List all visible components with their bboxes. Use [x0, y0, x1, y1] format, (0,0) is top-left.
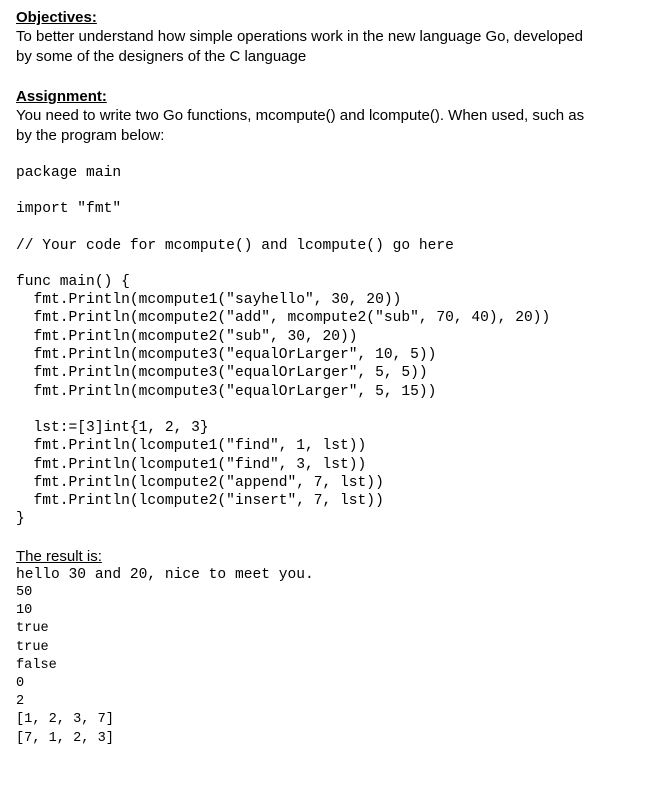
- result-line: 50: [16, 585, 33, 601]
- result-first-line: hello 30 and 20, nice to meet you.: [16, 566, 314, 583]
- result-line: 2: [16, 694, 25, 710]
- result-heading: The result is:: [16, 547, 102, 565]
- code-line: fmt.Println(mcompute3("equalOrLarger", 5, 15)): [16, 383, 437, 400]
- result-line: true: [16, 621, 49, 637]
- result-line: 10: [16, 603, 33, 619]
- result-line: [7, 1, 2, 3]: [16, 730, 114, 746]
- assignment-text: [16, 106, 666, 146]
- code-main-block-1: [16, 273, 666, 401]
- result-output: [16, 566, 666, 748]
- code-comment-line: // Your code for mcompute() and lcompute() go here: [16, 237, 454, 254]
- result-line: true: [16, 639, 49, 655]
- code-listing: [16, 164, 666, 529]
- code-line: fmt.Println(lcompute1("find", 3, lst)): [16, 456, 367, 473]
- code-main-block-2: [16, 419, 666, 529]
- code-import-line: import "fmt": [16, 201, 122, 218]
- result-line: false: [16, 657, 57, 673]
- code-line: fmt.Println(mcompute2("add", mcompute2("sub", 70, 40), 20)): [16, 310, 551, 327]
- objectives-text: [16, 27, 666, 67]
- assignment-heading: Assignment:: [16, 88, 107, 105]
- code-line: fmt.Println(lcompute1("find", 1, lst)): [16, 438, 367, 455]
- code-line: func main() {: [16, 273, 130, 290]
- code-package-line: package main: [16, 165, 122, 181]
- result-line: 0: [16, 676, 25, 692]
- code-line: lst:=[3]int{1, 2, 3}: [16, 419, 209, 436]
- assignment-line: You need to write two Go functions, mcompute() and lcompute(). When used, such as: [16, 107, 585, 124]
- objectives-line: by some of the designers of the C language: [16, 48, 307, 65]
- code-line: fmt.Println(mcompute3("equalOrLarger", 10, 5)): [16, 347, 437, 364]
- document-page: [16, 8, 666, 748]
- code-line: fmt.Println(mcompute1("sayhello", 30, 20)): [16, 292, 402, 309]
- code-line: fmt.Println(mcompute3("equalOrLarger", 5, 5)): [16, 365, 428, 382]
- code-line: fmt.Println(mcompute2("sub", 30, 20)): [16, 328, 358, 345]
- result-line: [1, 2, 3, 7]: [16, 712, 114, 728]
- code-line: fmt.Println(lcompute2("append", 7, lst)): [16, 474, 384, 491]
- assignment-line: by the program below:: [16, 127, 165, 144]
- objectives-line: To better understand how simple operations work in the new language Go, developed: [16, 28, 584, 45]
- code-line: }: [16, 511, 25, 528]
- objectives-heading: Objectives:: [16, 9, 97, 26]
- code-line: fmt.Println(lcompute2("insert", 7, lst)): [16, 493, 384, 510]
